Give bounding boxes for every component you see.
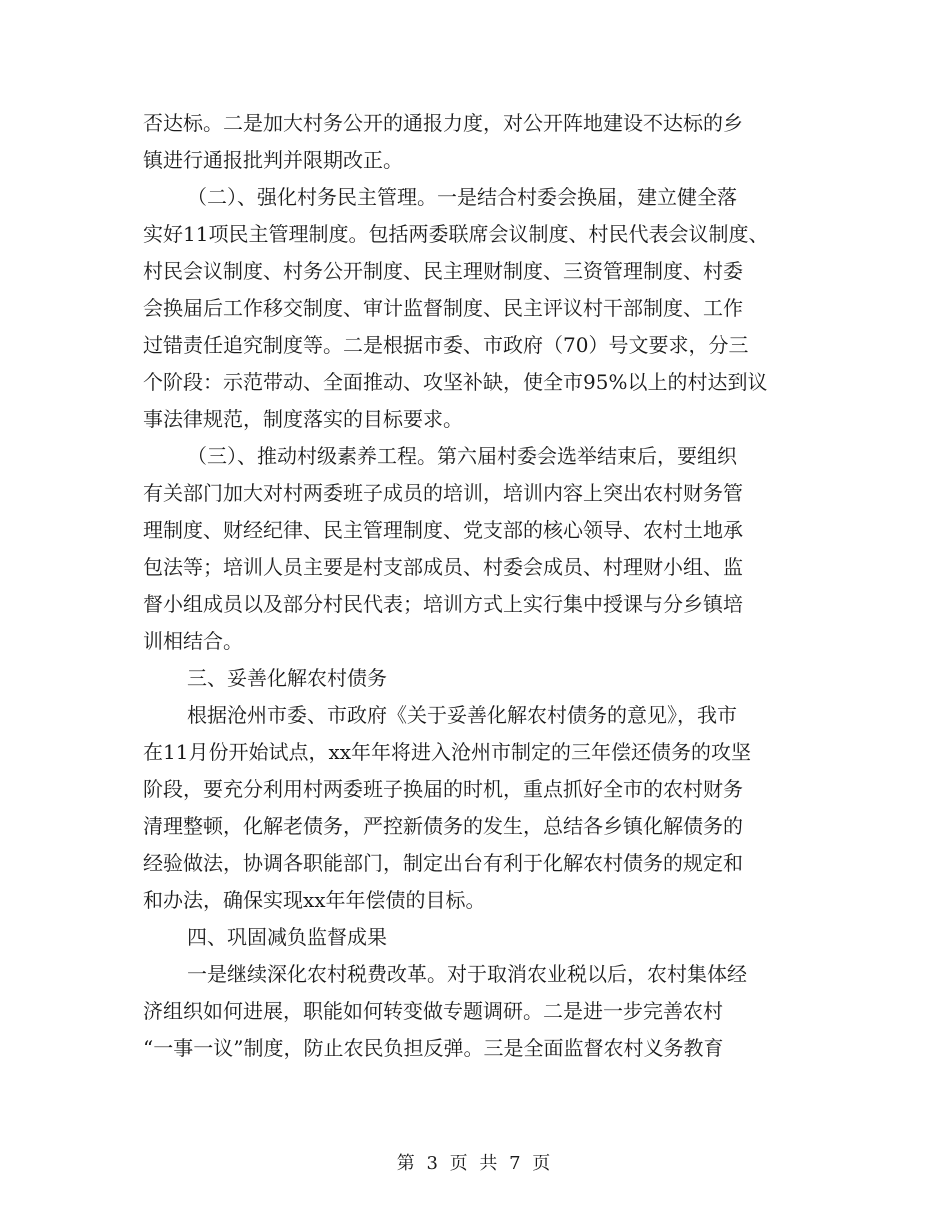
text-line: 阶段，要充分利用村两委班子换届的时机，重点抓好全市的农村财务 [143, 777, 743, 801]
text-line: 四、巩固减负监督成果 [187, 925, 387, 949]
text-line: 个阶段：示范带动、全面推动、攻坚补缺，使全市95%以上的村达到议 [143, 370, 768, 394]
text-line: 经验做法，协调各职能部门，制定出台有利于化解农村债务的规定和 [143, 851, 743, 875]
text-line: 督小组成员以及部分村民代表；培训方式上实行集中授课与分乡镇培 [143, 592, 743, 616]
text-line: （二）、强化村务民主管理。一是结合村委会换届，建立健全落 [187, 185, 737, 209]
text-line: 三、妥善化解农村债务 [187, 666, 387, 690]
text-line: 和办法，确保实现xx年年偿债的目标。 [143, 888, 486, 912]
text-line: 村民会议制度、村务公开制度、民主理财制度、三资管理制度、村委 [143, 259, 743, 283]
text-line: 有关部门加大对村两委班子成员的培训，培训内容上突出农村财务管 [143, 481, 743, 505]
text-line: 济组织如何进展，职能如何转变做专题调研。二是进一步完善农村 [143, 999, 723, 1023]
text-line: 实好11项民主管理制度。包括两委联席会议制度、村民代表会议制度、 [143, 222, 769, 246]
document-body [143, 105, 823, 1067]
text-line: 事法律规范，制度落实的目标要求。 [143, 407, 463, 431]
text-line: 在11月份开始试点，xx年年将进入沧州市制定的三年偿还债务的攻坚 [143, 740, 752, 764]
text-line: 训相结合。 [143, 629, 243, 653]
text-line: 否达标。二是加大村务公开的通报力度，对公开阵地建设不达标的乡 [143, 111, 743, 135]
text-line: 理制度、财经纪律、民主管理制度、党支部的核心领导、农村土地承 [143, 518, 743, 542]
text-line: 一是继续深化农村税费改革。对于取消农业税以后，农村集体经 [187, 962, 747, 986]
text-line: 会换届后工作移交制度、审计监督制度、民主评议村干部制度、工作 [143, 296, 743, 320]
text-line: 镇进行通报批判并限期改正。 [143, 148, 403, 172]
page-number-footer: 第 3 页 共 7 页 [396, 1153, 554, 1174]
text-line: （三）、推动村级素养工程。第六届村委会选举结束后，要组织 [187, 444, 737, 468]
text-line: “一事一议”制度，防止农民负担反弹。三是全面监督农村义务教育 [143, 1036, 724, 1060]
text-line: 包法等；培训人员主要是村支部成员、村委会成员、村理财小组、监 [143, 555, 743, 579]
text-line: 根据沧州市委、市政府《关于妥善化解农村债务的意见》，我市 [187, 703, 737, 727]
text-line: 清理整顿，化解老债务，严控新债务的发生，总结各乡镇化解债务的 [143, 814, 743, 838]
text-line: 过错责任追究制度等。二是根据市委、市政府（70）号文要求，分三 [143, 333, 749, 357]
